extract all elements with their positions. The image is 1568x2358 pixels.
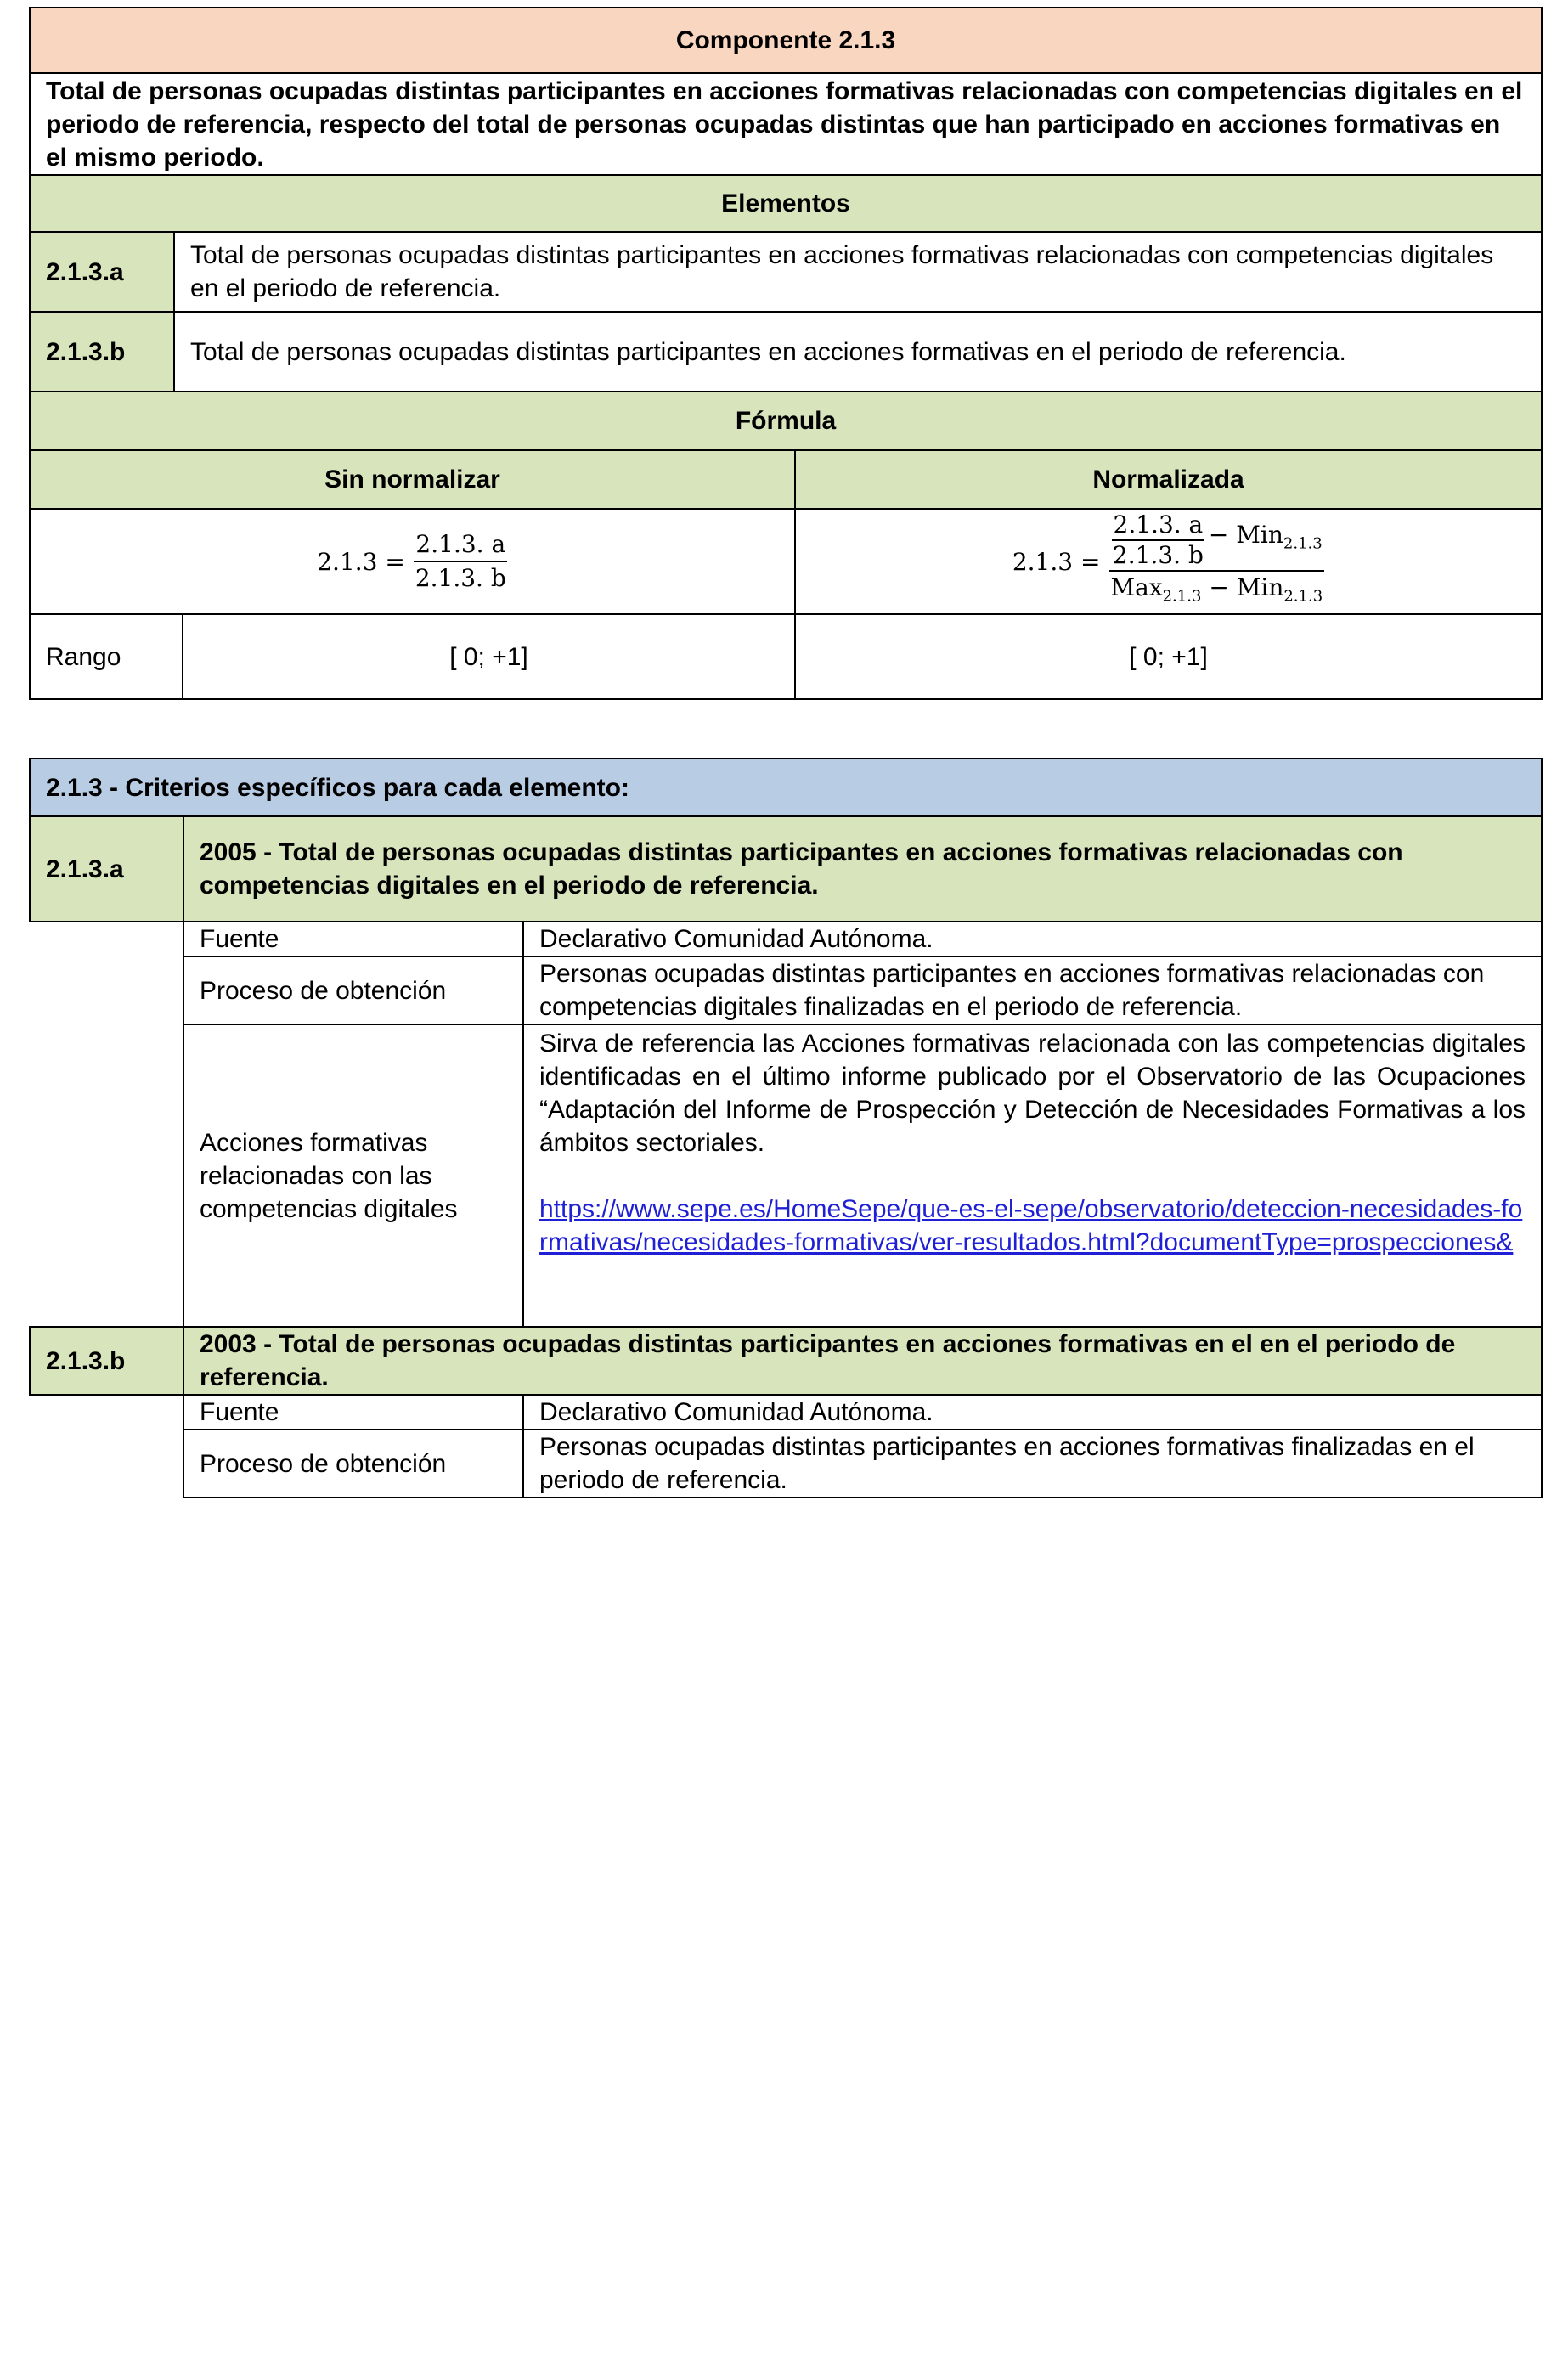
reference-link[interactable]: https://www.sepe.es/HomeSepe/que-es-el-sepe/observatorio/deteccion-necesidades-formativas/necesidades-formativas/ver-resultados.html?documentType=prospecciones& bbox=[539, 1195, 1523, 1256]
formula-minus-min bbox=[1209, 521, 1323, 559]
row-value: Personas ocupadas distintas participantes en acciones formativas finalizadas en el periodo de referencia. bbox=[523, 1430, 1542, 1498]
range-unnormalized: [ 0; +1] bbox=[183, 614, 795, 699]
formula-normalized-cell bbox=[795, 509, 1542, 614]
element-code: 2.1.3.b bbox=[30, 312, 174, 392]
formula-fraction bbox=[414, 530, 508, 593]
row-label: Fuente bbox=[183, 1395, 523, 1430]
formula-outer-fraction bbox=[1108, 512, 1324, 612]
row-value: Declarativo Comunidad Autónoma. bbox=[523, 1395, 1542, 1430]
formula-inner-numerator: 2.1.3. a bbox=[1112, 512, 1205, 541]
min-term: − Min bbox=[1208, 521, 1283, 550]
row-label: Acciones formativas relacionadas con las competencias digitales bbox=[183, 1024, 523, 1327]
formula-numerator: 2.1.3. a bbox=[414, 530, 507, 562]
criteria-title: 2005 - Total de personas ocupadas distintas participantes en acciones formativas relacionadas con competencias digitales en el periodo de referencia. bbox=[183, 816, 1542, 922]
formula-outer-numerator bbox=[1109, 512, 1324, 572]
col-normalized-header: Normalizada bbox=[795, 450, 1542, 509]
row-label: Fuente bbox=[183, 922, 523, 956]
row-label: Proceso de obtención bbox=[183, 956, 523, 1024]
formula-inner-fraction bbox=[1111, 512, 1205, 568]
criteria-header: 2.1.3 - Criterios específicos para cada elemento: bbox=[30, 759, 1542, 816]
element-text: Total de personas ocupadas distintas participantes en acciones formativas relacionadas con competencias digitales en el periodo de referencia. bbox=[174, 232, 1542, 312]
elements-header: Elementos bbox=[30, 175, 1542, 232]
formula-outer-denominator bbox=[1108, 572, 1324, 612]
element-code: 2.1.3.a bbox=[30, 232, 174, 312]
criteria-table bbox=[29, 758, 1543, 1498]
col-unnormalized-header: Sin normalizar bbox=[30, 450, 795, 509]
formula-denominator: 2.1.3. b bbox=[415, 564, 506, 592]
criteria-code: 2.1.3.b bbox=[30, 1327, 183, 1395]
formula-header: Fórmula bbox=[30, 392, 1542, 450]
row-label: Proceso de obtención bbox=[183, 1430, 523, 1498]
formula-unnormalized-cell bbox=[30, 509, 795, 614]
formula-lhs: 2.1.3 = bbox=[1012, 547, 1101, 576]
criteria-title: 2003 - Total de personas ocupadas distintas participantes en acciones formativas en el en el periodo de referencia. bbox=[183, 1327, 1542, 1395]
criteria-code: 2.1.3.a bbox=[30, 816, 183, 922]
row-value: Personas ocupadas distintas participantes en acciones formativas relacionadas con competencias digitales finalizadas en el periodo de referencia. bbox=[523, 956, 1542, 1024]
min-subscript: 2.1.3 bbox=[1283, 535, 1323, 553]
row-value: Declarativo Comunidad Autónoma. bbox=[523, 922, 1542, 956]
min-term: − Min bbox=[1209, 573, 1284, 601]
range-label: Rango bbox=[30, 614, 183, 699]
min-subscript: 2.1.3 bbox=[1283, 587, 1323, 606]
range-normalized: [ 0; +1] bbox=[795, 614, 1542, 699]
component-title: Componente 2.1.3 bbox=[30, 8, 1542, 73]
formula-lhs: 2.1.3 = bbox=[317, 547, 405, 576]
component-table bbox=[29, 7, 1543, 700]
component-description: Total de personas ocupadas distintas participantes en acciones formativas relacionadas con competencias digitales en el periodo de referencia, respecto del total de personas ocupadas distintas que han participado en acciones formativas en el mismo periodo. bbox=[30, 73, 1542, 175]
max-subscript: 2.1.3 bbox=[1162, 587, 1202, 606]
formula-inner-denominator: 2.1.3. b bbox=[1112, 540, 1204, 569]
max-term: Max bbox=[1110, 573, 1163, 601]
element-text: Total de personas ocupadas distintas participantes en acciones formativas en el periodo de referencia. bbox=[174, 312, 1542, 392]
formula-unnormalized bbox=[317, 530, 508, 593]
row-value: Sirva de referencia las Acciones formativas relacionada con las competencias digitales identificadas en el último informe publicado por el Observatorio de las Ocupaciones “Adaptación del Informe de Prospección y Detección de Necesidades Formativas a los ámbitos sectoriales. bbox=[539, 1030, 1526, 1157]
formula-normalized bbox=[1012, 512, 1324, 612]
row-value-with-link bbox=[523, 1024, 1542, 1327]
document-page bbox=[29, 7, 1541, 1498]
